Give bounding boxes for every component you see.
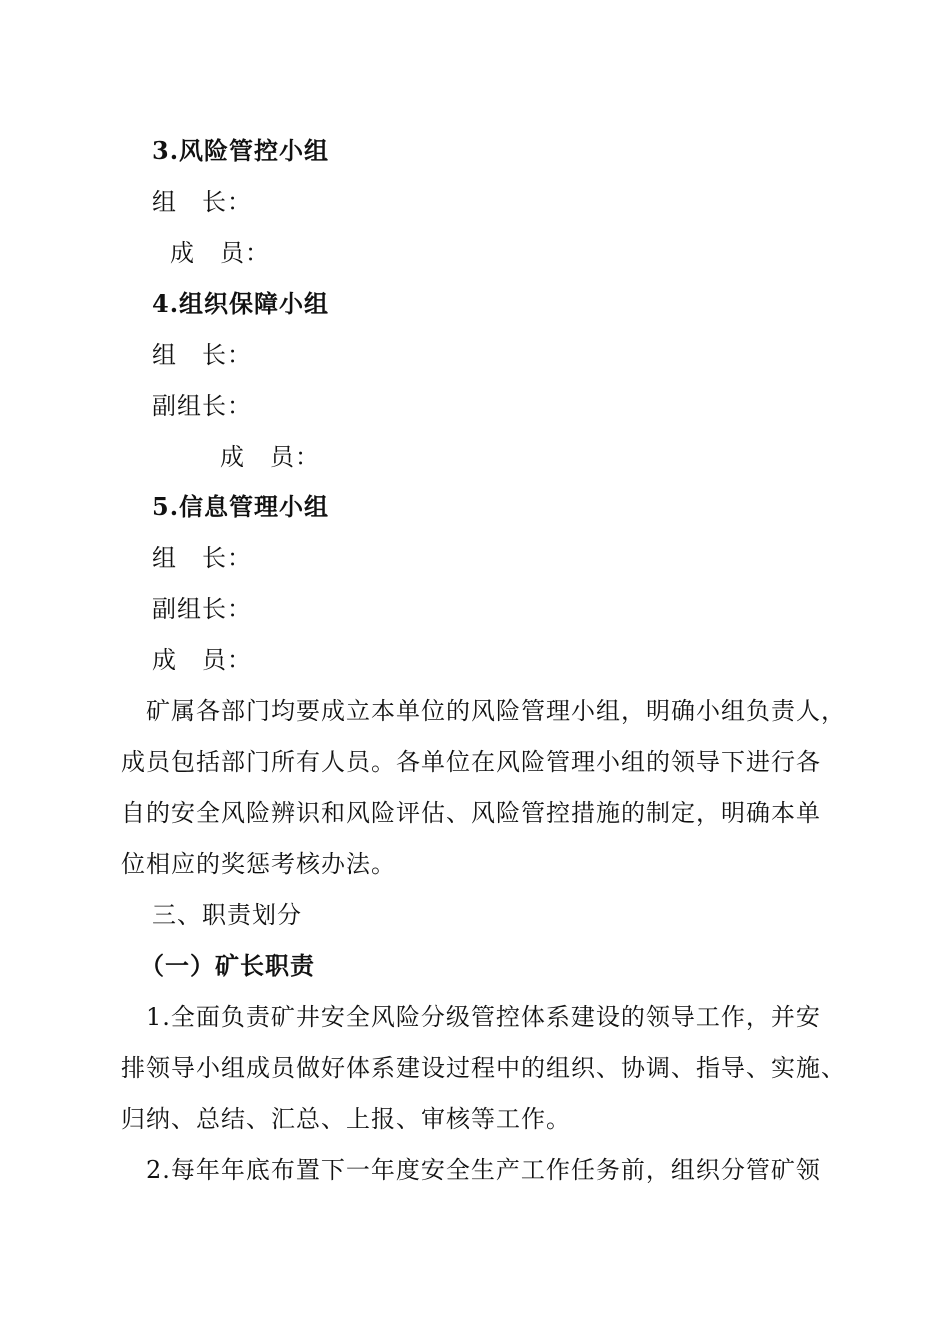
section-3-title: 3.风险管控小组 [152, 136, 330, 165]
paragraph-line: 自的安全风险辨识和风险评估、风险管控措施的制定，明确本单 [121, 799, 821, 827]
paragraph-departments [121, 686, 846, 890]
paragraph-line: 成员包括部门所有人员。各单位在风险管理小组的领导下进行各 [121, 748, 821, 776]
paragraph-line: 位相应的奖惩考核办法。 [121, 850, 396, 878]
paragraph-duty-2 [121, 1145, 836, 1196]
paragraph-line: 排领导小组成员做好体系建设过程中的组织、协调、指导、实施、 [121, 1054, 846, 1082]
section-5-leader-label: 组 长： [152, 544, 252, 572]
paragraph-line: 2.每年年底布置下一年度安全生产工作任务前，组织分管矿领 [121, 1156, 821, 1184]
section-3-leader-label: 组 长： [152, 188, 252, 216]
paragraph-line: 归纳、总结、汇总、上报、审核等工作。 [121, 1105, 571, 1133]
section-4-title: 4.组织保障小组 [152, 289, 330, 318]
section-4-deputy-label: 副组长： [152, 392, 252, 420]
section-3-members-label: 成 员： [170, 239, 270, 267]
section-5-title: 5.信息管理小组 [152, 492, 330, 521]
paragraph-duty-1 [121, 992, 846, 1145]
paragraph-line: 矿属各部门均要成立本单位的风险管理小组，明确小组负责人， [121, 697, 846, 725]
section-4-leader-label: 组 长： [152, 341, 252, 369]
section-5-members-label: 成 员： [152, 646, 252, 674]
section-three-heading: 三、职责划分 [152, 901, 302, 929]
subsection-mine-director-heading: （一）矿长职责 [140, 951, 315, 980]
section-4-members-label: 成 员： [220, 443, 320, 471]
paragraph-line: 1.全面负责矿井安全风险分级管控体系建设的领导工作，并安 [121, 1003, 821, 1031]
section-5-deputy-label: 副组长： [152, 595, 252, 623]
